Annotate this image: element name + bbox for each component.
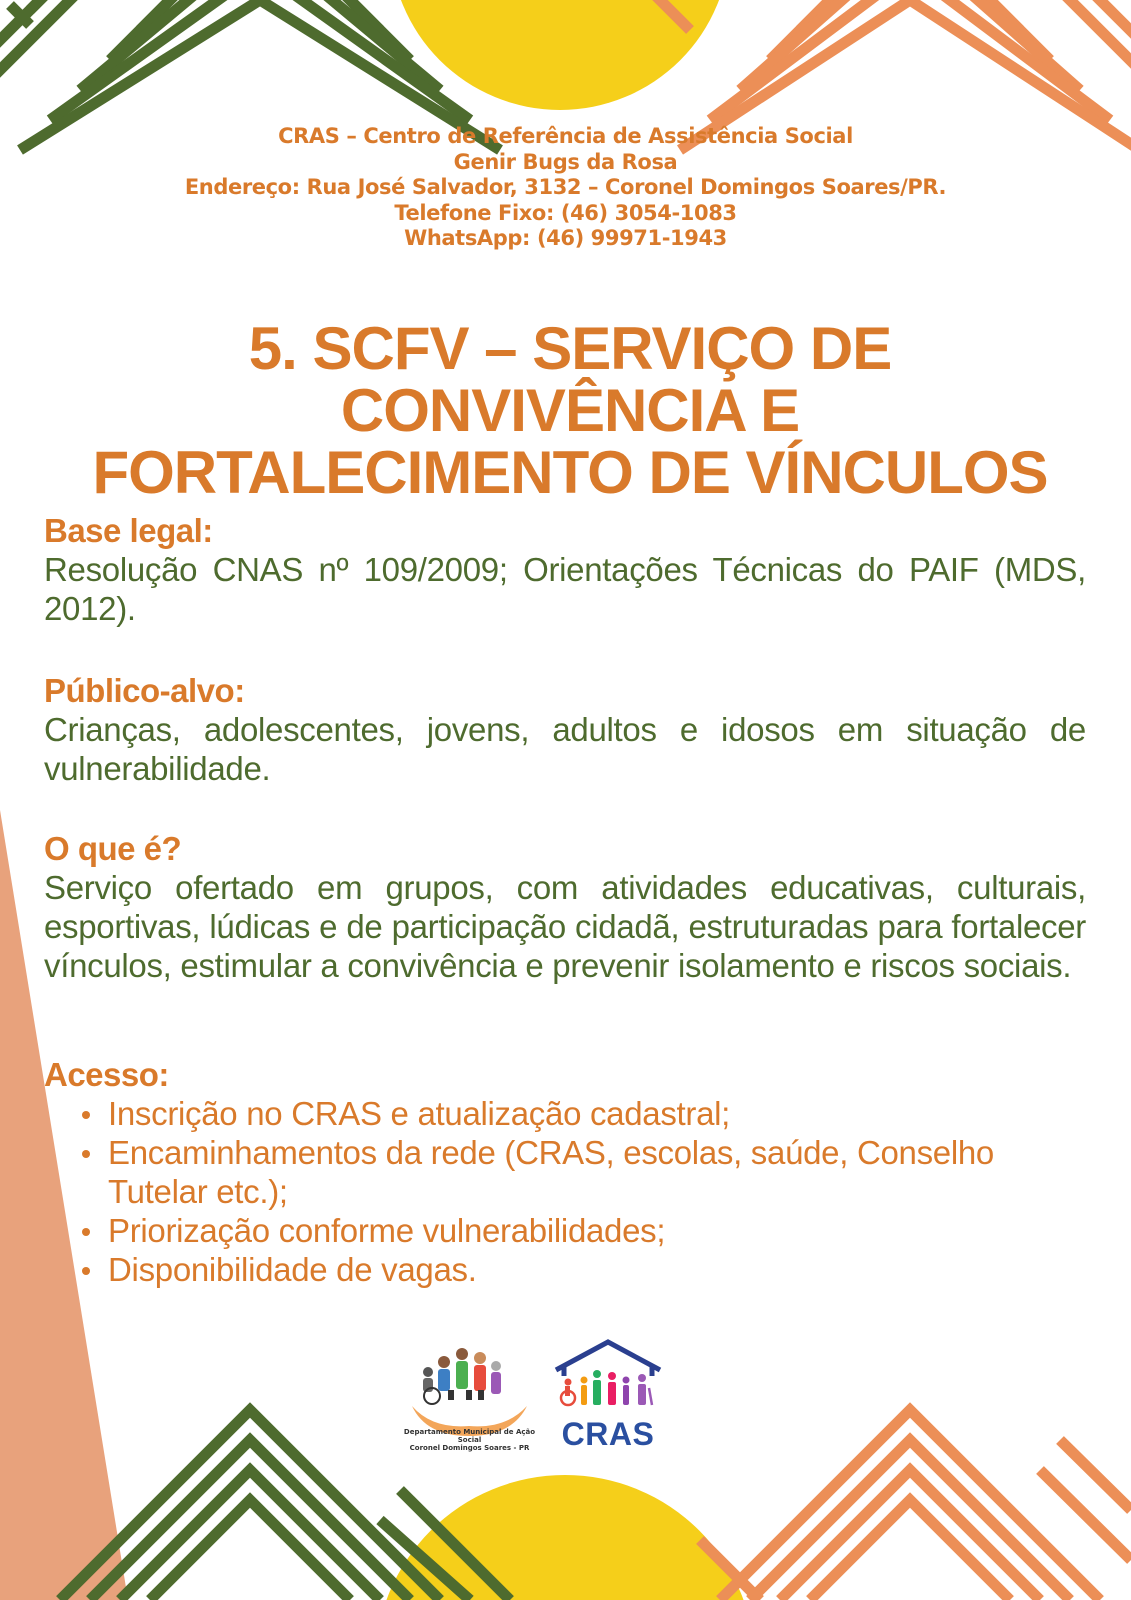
org-subname: Genir Bugs da Rosa [453, 149, 678, 174]
section-publico-alvo [44, 672, 1086, 788]
list-item: Encaminhamentos da rede (CRAS, escolas, saúde, Conselho Tutelar etc.); [82, 1133, 1086, 1211]
section-text: Serviço ofertado em grupos, com atividades educativas, culturais, esportivas, lúdicas e de participação cidadã, estruturadas para fortalecer vínculos, estimular a convivência e prevenir isolamento e riscos sociais. [44, 869, 1086, 984]
section-o-que-e [44, 830, 1086, 985]
section-heading: Público-alvo: [44, 672, 245, 709]
section-text: Crianças, adolescentes, jovens, adultos e idosos em situação de vulnerabilidade. [44, 711, 1086, 787]
section-base-legal [44, 512, 1086, 628]
contact-header [0, 124, 1131, 252]
logos-area [392, 1336, 692, 1466]
bottom-yellow-circle [375, 1475, 755, 1600]
bullet-icon [82, 1111, 90, 1119]
address: Endereço: Rua José Salvador, 3132 – Coronel Domingos Soares/PR. [184, 175, 947, 199]
cras-label: CRAS [561, 1416, 655, 1452]
dept-caption: Departamento Municipal de Ação Social Coronel Domingos Soares - PR [403, 1428, 536, 1452]
section-heading: O que é? [44, 830, 182, 867]
org-name: CRAS – Centro de Referência de Assistência Social [278, 124, 853, 148]
whatsapp: WhatsApp: (46) 99971-1943 [404, 226, 727, 250]
bottom-right-orange-chevrons [700, 1410, 1131, 1600]
list-item: Disponibilidade de vagas. [82, 1250, 1086, 1289]
list-item: Priorização conforme vulnerabilidades; [82, 1211, 1086, 1250]
section-acesso [44, 1056, 1086, 1289]
access-list [82, 1094, 1086, 1289]
section-text: Resolução CNAS nº 109/2009; Orientações Técnicas do PAIF (MDS, 2012). [44, 551, 1086, 627]
bullet-icon [82, 1267, 90, 1275]
page-title [40, 315, 1100, 506]
bullet-icon [82, 1150, 90, 1158]
title-line-1: 5. SCFV – SERVIÇO DE CONVIVÊNCIA E [248, 315, 892, 444]
list-item: Inscrição no CRAS e atualização cadastral; [82, 1094, 1086, 1133]
bullet-icon [82, 1228, 90, 1236]
section-heading: Acesso: [44, 1056, 169, 1093]
title-line-2: FORTALECIMENTO DE VÍNCULOS [92, 439, 1048, 506]
phone: Telefone Fixo: (46) 3054-1083 [394, 200, 737, 225]
section-heading: Base legal: [44, 512, 213, 549]
